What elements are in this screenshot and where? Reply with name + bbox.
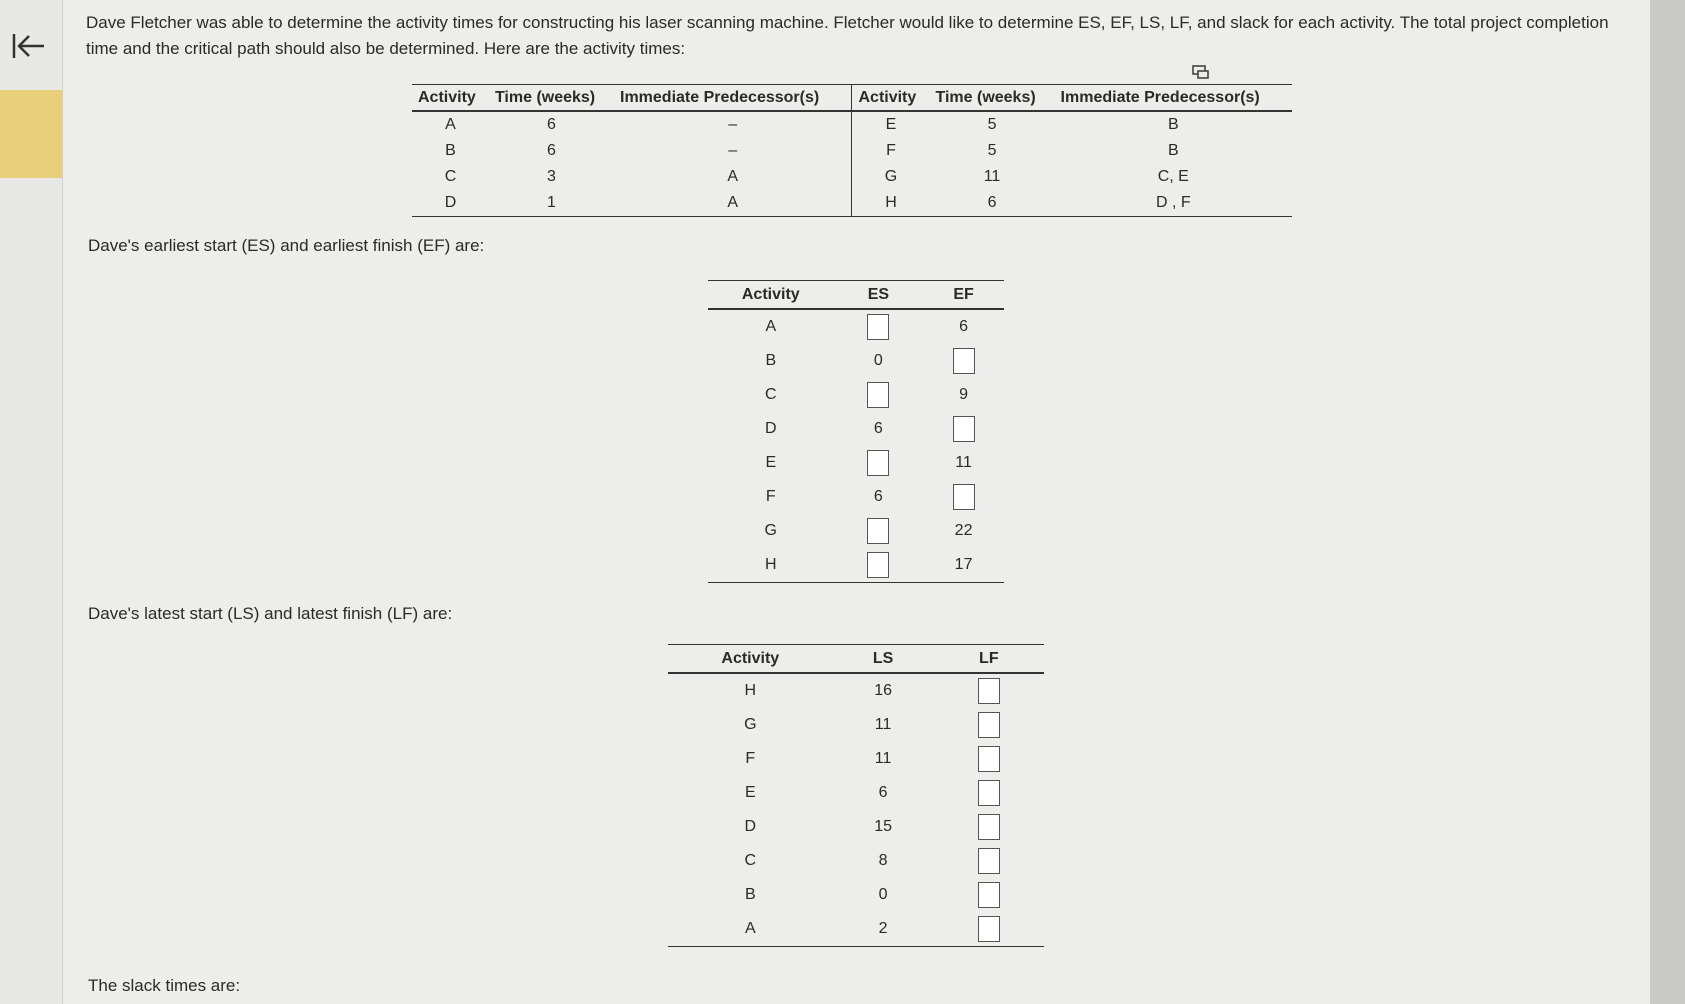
answer-cell — [934, 708, 1044, 742]
table-cell: 5 — [987, 116, 997, 133]
table-row — [708, 480, 1004, 514]
answer-input-box[interactable] — [867, 552, 889, 578]
answer-cell — [834, 378, 924, 412]
answer-cell — [923, 412, 1004, 446]
sidebar — [0, 0, 63, 1004]
column-header: Time (weeks) — [489, 85, 614, 112]
column-header: Activity — [668, 645, 833, 674]
answer-cell — [923, 480, 1004, 514]
column-header: Immediate Predecessor(s) — [1055, 85, 1292, 112]
copy-icon[interactable] — [1190, 63, 1212, 81]
table-cell: C — [444, 168, 457, 185]
column-header: Immediate Predecessor(s) — [614, 85, 852, 112]
answer-cell — [834, 514, 924, 548]
answer-input-box[interactable] — [978, 780, 1000, 806]
table-cell: C, E — [1157, 168, 1189, 185]
table-row — [668, 673, 1044, 708]
answer-input-box[interactable] — [953, 484, 975, 510]
table-cell: D — [765, 420, 777, 437]
table-cell: 1 — [489, 190, 614, 217]
answer-input-box[interactable] — [978, 916, 1000, 942]
table-cell: F — [765, 488, 776, 505]
table-cell: 16 — [874, 682, 892, 699]
problem-text: Dave Fletcher was able to determine the activity times for constructing his laser scanning machine. Fletcher would like to determine ES, EF, LS, LF, and slack for each activity. The total project completion time and the critical path should also be determined. Here are the activity times: — [86, 13, 1609, 58]
table-cell: 11 — [874, 750, 892, 767]
table-row — [668, 708, 1044, 742]
es-ef-label: Dave's earliest start (ES) and earliest finish (EF) are: — [88, 236, 485, 255]
table-cell: D — [412, 190, 489, 217]
table-cell: B — [1167, 142, 1179, 159]
ls-lf-table — [668, 644, 1044, 947]
table-row — [668, 912, 1044, 947]
table-cell: 9 — [959, 386, 969, 403]
table-row — [708, 514, 1004, 548]
table-cell: 6 — [873, 488, 883, 505]
ls-lf-label: Dave's latest start (LS) and latest finish (LF) are: — [88, 604, 453, 623]
answer-input-box[interactable] — [978, 712, 1000, 738]
table-cell: B — [765, 352, 777, 369]
answer-input-box[interactable] — [867, 314, 889, 340]
table-row — [412, 111, 1292, 138]
column-header: Time (weeks) — [929, 85, 1054, 112]
table-row — [668, 844, 1044, 878]
table-cell: B — [744, 886, 756, 903]
answer-input-box[interactable] — [978, 882, 1000, 908]
answer-cell — [934, 673, 1044, 708]
table-header-row — [708, 281, 1004, 310]
slack-label: The slack times are: — [88, 976, 241, 995]
answer-cell — [934, 878, 1044, 912]
table-row — [668, 742, 1044, 776]
table-cell: H — [708, 548, 834, 583]
table-cell: 8 — [878, 852, 888, 869]
table-cell: B — [445, 142, 456, 159]
table-cell: 5 — [987, 142, 997, 159]
table-cell: 22 — [954, 522, 973, 539]
table-cell: H — [852, 190, 930, 217]
table-row — [708, 344, 1004, 378]
table-cell: 0 — [873, 352, 883, 369]
table-cell: A — [668, 912, 833, 947]
activity-times-table — [412, 84, 1292, 217]
column-header: Activity — [708, 281, 834, 310]
table-row — [708, 446, 1004, 480]
table-row — [412, 138, 1292, 164]
table-cell: 6 — [547, 116, 556, 133]
table-cell: A — [765, 318, 777, 335]
table-row — [412, 164, 1292, 190]
table-cell: G — [744, 716, 757, 733]
table-cell: C — [744, 852, 757, 869]
column-header: LF — [934, 645, 1044, 674]
answer-cell — [934, 810, 1044, 844]
table-cell: A — [445, 116, 456, 133]
back-button[interactable] — [8, 28, 48, 64]
table-header-row — [412, 85, 1292, 112]
table-cell: – — [728, 142, 738, 159]
table-cell: 15 — [874, 818, 892, 835]
answer-cell — [934, 742, 1044, 776]
table-cell: D , F — [1055, 190, 1292, 217]
table-cell: 3 — [547, 168, 556, 185]
answer-input-box[interactable] — [978, 678, 1000, 704]
table-cell: F — [852, 138, 930, 164]
answer-input-box[interactable] — [867, 382, 889, 408]
answer-input-box[interactable] — [867, 518, 889, 544]
table-row — [708, 412, 1004, 446]
table-row — [412, 190, 1292, 217]
table-cell: A — [614, 190, 852, 217]
column-header: LS — [833, 645, 934, 674]
table-cell: H — [744, 682, 757, 699]
table-cell: 6 — [547, 142, 556, 159]
es-ef-table — [708, 280, 1004, 583]
table-cell: C — [765, 386, 777, 403]
table-cell: D — [744, 818, 757, 835]
table-cell: – — [728, 116, 738, 133]
answer-input-box[interactable] — [953, 416, 975, 442]
answer-cell — [834, 309, 924, 344]
answer-cell — [934, 912, 1044, 947]
column-header: Activity — [852, 85, 930, 112]
table-row — [708, 309, 1004, 344]
table-cell: E — [744, 784, 756, 801]
answer-input-box[interactable] — [867, 450, 889, 476]
column-header: EF — [923, 281, 1004, 310]
answer-input-box[interactable] — [978, 746, 1000, 772]
table-row — [708, 548, 1004, 583]
table-cell: 11 — [874, 716, 892, 733]
page-edge — [1650, 0, 1685, 1004]
table-row — [668, 776, 1044, 810]
table-cell: 6 — [878, 784, 888, 801]
table-cell: G — [764, 522, 777, 539]
table-cell: E — [852, 111, 930, 138]
table-cell: G — [852, 164, 930, 190]
answer-cell — [834, 446, 924, 480]
answer-cell — [934, 844, 1044, 878]
column-header: Activity — [412, 85, 489, 112]
table-cell: B — [1167, 116, 1179, 133]
table-row — [668, 810, 1044, 844]
table-cell: 6 — [929, 190, 1054, 217]
table-cell: 11 — [955, 454, 972, 471]
answer-cell — [934, 776, 1044, 810]
answer-input-box[interactable] — [978, 814, 1000, 840]
table-header-row — [668, 645, 1044, 674]
column-header: ES — [834, 281, 924, 310]
table-cell: 2 — [833, 912, 934, 947]
table-row — [708, 378, 1004, 412]
answer-cell — [923, 344, 1004, 378]
table-cell: 0 — [878, 886, 888, 903]
table-cell: 11 — [983, 168, 1001, 185]
table-cell: F — [745, 750, 756, 767]
answer-input-box[interactable] — [953, 348, 975, 374]
table-cell: 6 — [959, 318, 969, 335]
table-cell: E — [765, 454, 777, 471]
back-arrow-icon — [10, 31, 46, 61]
table-cell: 6 — [873, 420, 883, 437]
sidebar-highlight — [0, 90, 62, 178]
table-row — [668, 878, 1044, 912]
answer-cell — [834, 548, 924, 583]
answer-input-box[interactable] — [978, 848, 1000, 874]
table-cell: A — [727, 168, 739, 185]
table-cell: 17 — [923, 548, 1004, 583]
